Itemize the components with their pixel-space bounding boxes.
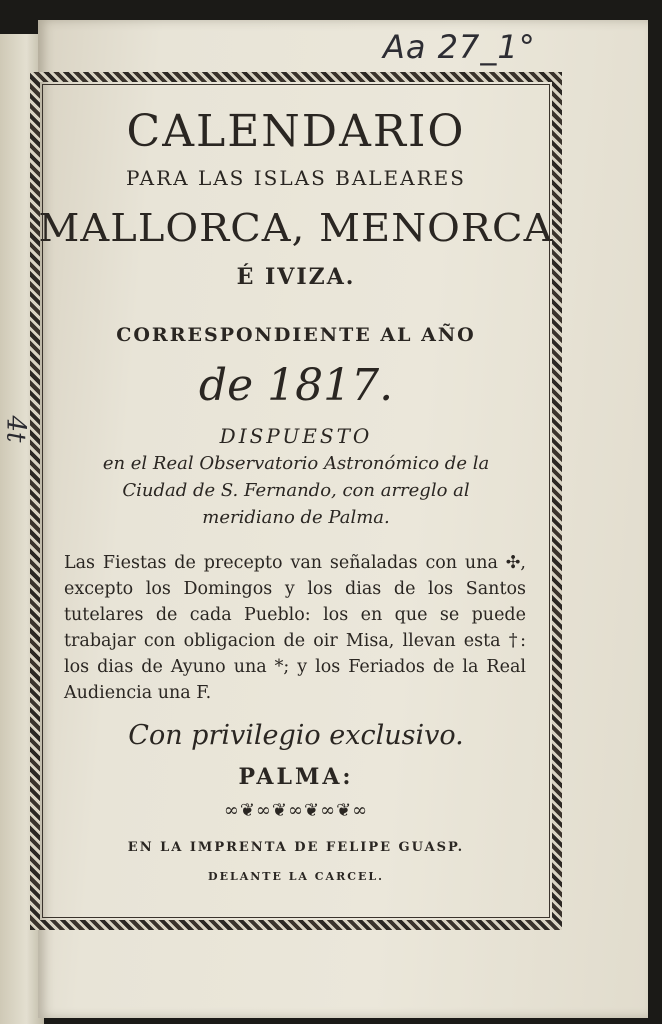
subtitle: PARA LAS ISLAS BALEARES: [126, 166, 466, 190]
islands-heading: MALLORCA, MENORCA: [38, 206, 554, 250]
observatorio-paragraph: en el Real Observatorio Astronómico de la Ciudad de S. Fernando, con arreglo al meridiano de Palma.: [102, 453, 490, 528]
islands-heading-2: É IVIZA.: [236, 264, 356, 290]
privilegio-line: Con privilegio exclusivo.: [128, 720, 464, 751]
handwritten-shelfmark: Aa 27_1°: [383, 28, 536, 66]
margin-handwriting: 4t: [0, 415, 31, 443]
dispuesto-heading: DISPUESTO: [219, 424, 373, 448]
correspondiente-line: CORRESPONDIENTE AL AÑO: [116, 324, 476, 346]
printer-line: EN LA IMPRENTA DE FELIPE GUASP.: [127, 840, 465, 855]
year-line: de 1817.: [198, 360, 394, 411]
place-of-printing: PALMA:: [238, 764, 354, 790]
fiestas-paragraph: Las Fiestas de precepto van señaladas con una ✣, excepto los Domingos y los dias de los Santos tutelares de cada Pueblo: los en que se puede trabajar con obligacion de oir Misa, llevan esta †: los dias de Ayuno una *; y los Feriados de la Real Audiencia una F.: [64, 553, 526, 703]
page-title: CALENDARIO: [126, 106, 466, 157]
printer-address: DELANTE LA CARCEL.: [208, 870, 384, 883]
ornament-rule: ∞❦∞❦∞❦∞❦∞: [223, 800, 369, 821]
